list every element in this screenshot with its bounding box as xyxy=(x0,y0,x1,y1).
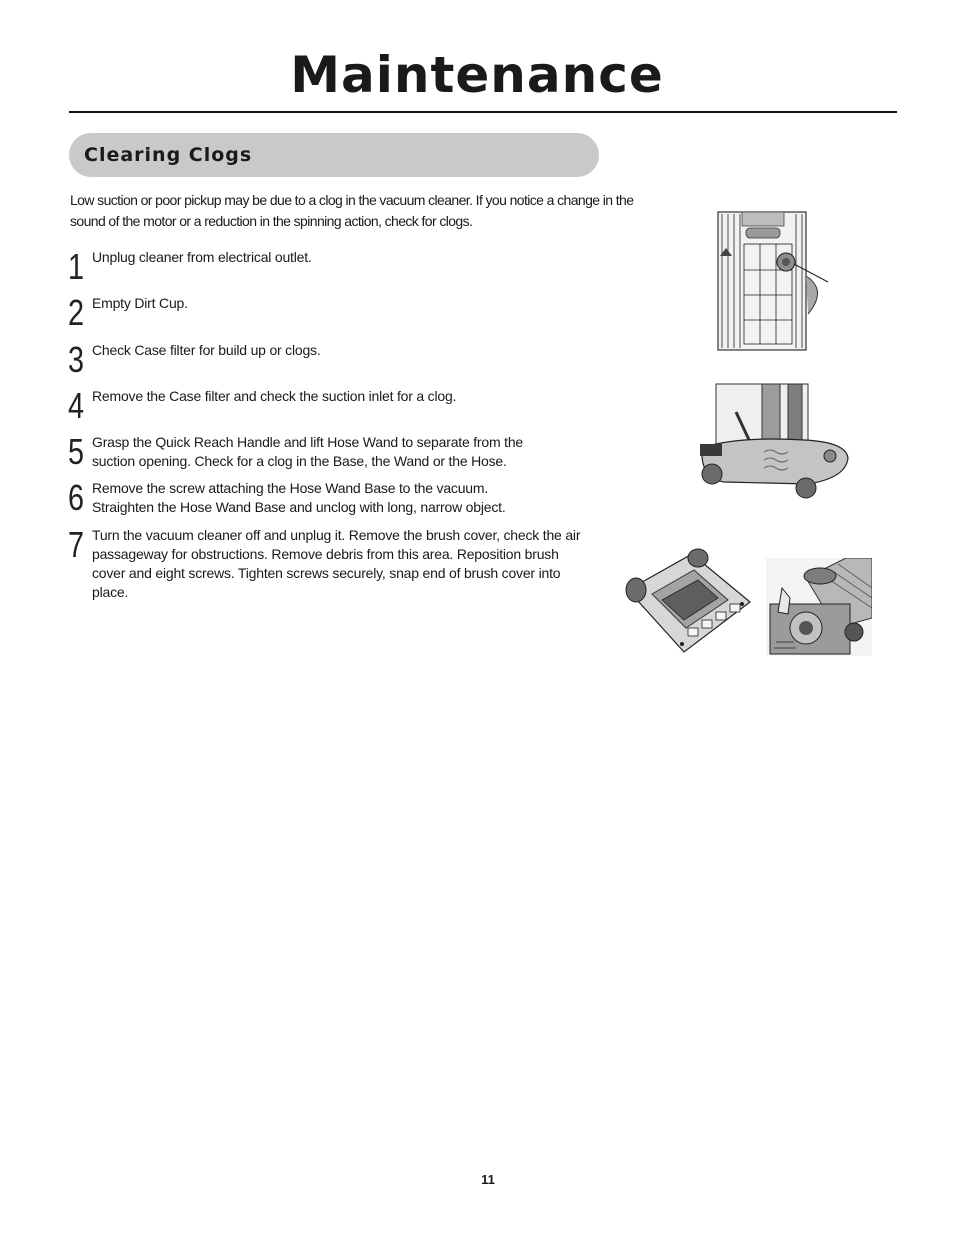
step-number: 3 xyxy=(68,339,85,380)
step-number: 7 xyxy=(68,524,85,565)
step-number: 1 xyxy=(68,246,85,287)
page-title: Maintenance xyxy=(290,46,664,104)
brush-detail-illustration xyxy=(766,558,872,656)
step-text: Remove the screw attaching the Hose Wand Base to the vacuum. Straighten the Hose Wand Base and unclog with long, narrow object. xyxy=(92,480,506,515)
step-text: Grasp the Quick Reach Handle and lift Hose Wand to separate from the suction opening. Check for a clog in the Base, the Wand or the Hose. xyxy=(92,434,523,469)
step-number: 2 xyxy=(68,292,85,333)
step-text: Empty Dirt Cup. xyxy=(92,295,188,311)
page-number: 11 xyxy=(481,1172,495,1187)
step-text: Turn the vacuum cleaner off and unplug it. Remove the brush cover, check the air passageway for obstructions. Remove debris from this area. Reposition brush cover and eight screws. Tighten screws securely, snap end of brush cover into place. xyxy=(92,527,581,600)
step-text: Check Case filter for build up or clogs. xyxy=(92,342,321,358)
step-text: Remove the Case filter and check the suction inlet for a clog. xyxy=(92,388,457,404)
case-filter-illustration xyxy=(712,210,832,352)
hose-wand-illustration xyxy=(696,382,852,502)
step-number: 5 xyxy=(68,431,85,472)
step-text: Unplug cleaner from electrical outlet. xyxy=(92,249,312,265)
brush-cover-illustration xyxy=(622,548,754,658)
step-number: 6 xyxy=(68,477,85,518)
step-number: 4 xyxy=(68,385,85,426)
intro-paragraph: Low suction or poor pickup may be due to a clog in the vacuum cleaner. If you notice a change in the sound of the motor or a reduction in the spinning action, check for clogs. xyxy=(70,192,634,229)
section-title: Clearing Clogs xyxy=(84,144,253,166)
section-header xyxy=(69,133,599,177)
title-divider xyxy=(69,111,897,113)
